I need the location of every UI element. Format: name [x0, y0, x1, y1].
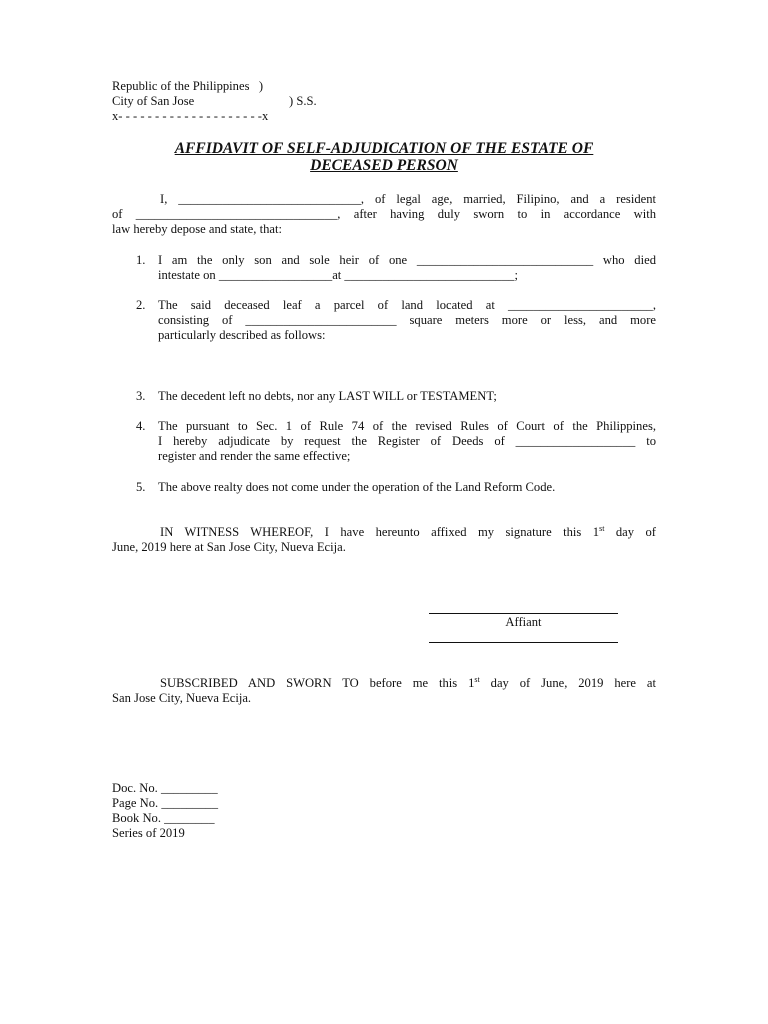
header-republic: Republic of the Philippines ) — [112, 79, 264, 93]
item-4-line-1: The pursuant to Sec. 1 of Rule 74 of the revised Rules of Court of the Philippines, — [158, 419, 656, 433]
item-4-line-3: register and render the same effective; — [158, 449, 351, 463]
doc-no: Doc. No. _________ — [112, 781, 218, 795]
intro-line-2: of ________________________________, after having duly sworn to in accordance with — [112, 207, 656, 221]
witness-text-pre: IN WITNESS WHEREOF, I have hereunto affixed my signature this 1 — [160, 525, 600, 539]
item-1-number: 1. — [136, 253, 146, 267]
item-1-line-1: I am the only son and sole heir of one ____________________________ who died — [158, 253, 656, 267]
affiant-signature-line — [429, 613, 618, 614]
item-1-line-2: intestate on __________________at ___________________________; — [158, 268, 518, 282]
subscribed-text-post: day of June, 2019 here at — [479, 676, 656, 690]
subscribed-line-2: San Jose City, Nueva Ecija. — [112, 691, 252, 705]
intro-line-1: I, _____________________________, of legal age, married, Filipino, and a resident — [160, 192, 656, 206]
item-4-line-2: I hereby adjudicate by request the Register of Deeds of ___________________ to — [158, 434, 656, 448]
witness-line-2: June, 2019 here at San Jose City, Nueva Ecija. — [112, 540, 346, 554]
item-4-number: 4. — [136, 419, 146, 433]
witness-ordinal-suffix: st — [599, 524, 605, 533]
intro-line-3: law hereby depose and state, that: — [112, 222, 282, 236]
item-2-line-1: The said deceased leaf a parcel of land located at _______________________, — [158, 298, 656, 312]
item-2-number: 2. — [136, 298, 146, 312]
page-no: Page No. _________ — [112, 796, 218, 810]
item-5-number: 5. — [136, 480, 146, 494]
header-city: City of San Jose — [112, 94, 195, 108]
header-ss: ) S.S. — [289, 94, 317, 108]
document-title-line1: AFFIDAVIT OF SELF-ADJUDICATION OF THE ESTATE OF — [174, 140, 594, 157]
series-of: Series of 2019 — [112, 826, 185, 840]
subscribed-line-1 — [160, 676, 656, 691]
subscribed-ordinal-suffix: st — [474, 675, 480, 684]
item-2-line-3: particularly described as follows: — [158, 328, 326, 342]
header-separator: x- - - - - - - - - - - - - - - - - - - -x — [112, 109, 269, 123]
witness-line-1 — [160, 525, 656, 540]
item-3-line-1: The decedent left no debts, nor any LAST WILL or TESTAMENT; — [158, 389, 497, 403]
book-no: Book No. ________ — [112, 811, 215, 825]
item-3-number: 3. — [136, 389, 146, 403]
item-5-line-1: The above realty does not come under the operation of the Land Reform Code. — [158, 480, 556, 494]
document-title-line2: DECEASED PERSON — [310, 157, 458, 174]
affiant-label: Affiant — [505, 615, 542, 629]
subscribed-text-pre: SUBSCRIBED AND SWORN TO before me this 1 — [160, 676, 475, 690]
affiant-name-line — [429, 642, 618, 643]
witness-text-post: day of — [604, 525, 656, 539]
item-2-line-2: consisting of ________________________ square meters more or less, and more — [158, 313, 656, 327]
